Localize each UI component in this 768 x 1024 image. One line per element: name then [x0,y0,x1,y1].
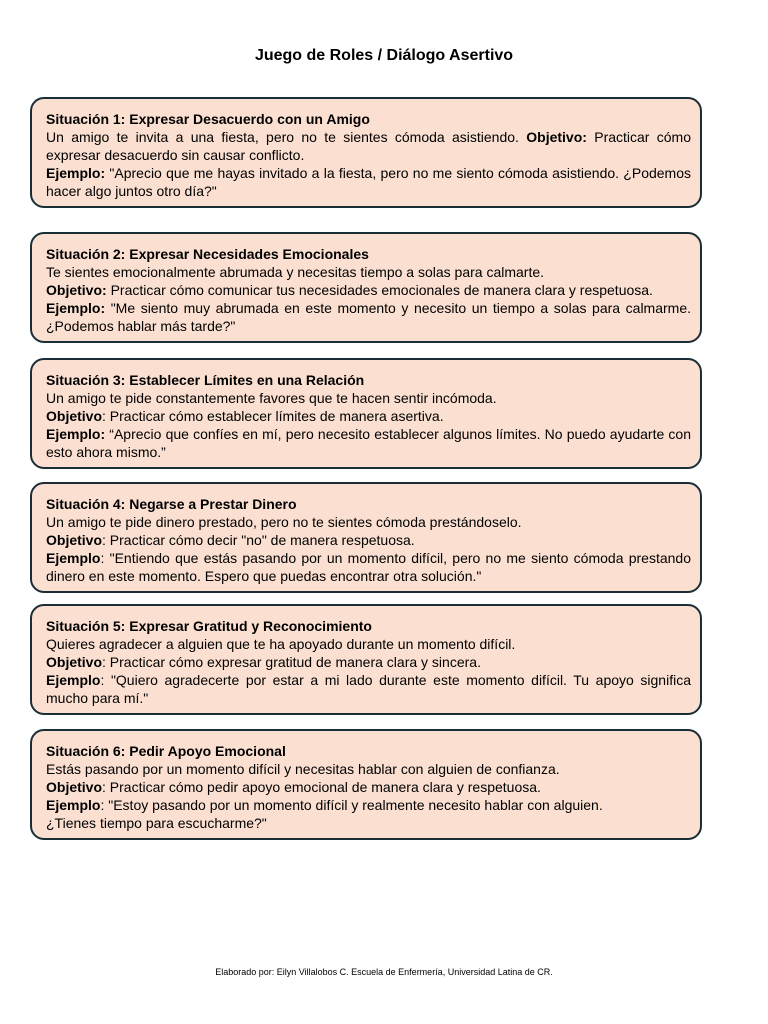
example-text: : "Quiero agradecerte por estar a mi lado durante este momento difícil. Tu apoyo significa mucho para mí." [46,672,691,706]
objective-text: : Practicar cómo establecer límites de manera asertiva. [102,408,444,424]
example-label: Ejemplo: [46,165,106,181]
example-text: "Me siento muy abrumada en este momento y necesito un tiempo a solas para calmarme. ¿Podemos hablar más tarde?" [46,300,691,334]
situation-heading: Situación 2: Expresar Necesidades Emocionales [46,246,369,262]
situation-card-1 [30,97,702,208]
example-label: Ejemplo [46,797,101,813]
situation-card-5 [30,604,702,715]
objective-label: Objetivo: [526,129,587,145]
objective-line [46,653,691,671]
example-text: "Aprecio que me hayas invitado a la fiesta, pero no me siento cómoda asistiendo. ¿Podemos hacer algo juntos otro día?" [46,165,691,199]
example-text: : "Estoy pasando por un momento difícil y realmente necesito hablar con alguien. [100,797,603,813]
situation-context: Un amigo te invita a una fiesta, pero no te sientes cómoda asistiendo. [46,129,519,145]
situation-context: Estás pasando por un momento difícil y necesitas hablar con alguien de confianza. [46,761,560,777]
objective-text: : Practicar cómo pedir apoyo emocional de manera clara y respetuosa. [102,779,541,795]
objective-text: Practicar cómo expresar desacuerdo sin causar conflicto. [46,129,692,163]
objective-text: : Practicar cómo expresar gratitud de manera clara y sincera. [102,654,481,670]
objective-line [46,281,691,299]
objective-line [46,778,691,796]
situation-card-2 [30,232,702,343]
situation-heading: Situación 6: Pedir Apoyo Emocional [46,743,286,759]
situation-card-6 [30,729,702,840]
example-label: Ejemplo [46,672,101,688]
example-line [46,164,691,200]
example-text: : "Entiendo que estás pasando por un momento difícil, pero no me siento cómoda prestando dinero en este momento. Espero que puedas encontrar otra solución." [46,550,691,584]
objective-label: Objetivo: [46,282,107,298]
objective-text: : Practicar cómo decir "no" de manera respetuosa. [102,532,415,548]
example-text-continued: ¿Tienes tiempo para escucharme?" [46,815,267,831]
situation-context: Un amigo te pide constantemente favores que te hacen sentir incómoda. [46,390,497,406]
footer-credit: Elaborado por: Eilyn Villalobos C. Escuela de Enfermería, Universidad Latina de CR. [215,967,553,977]
objective-label: Objetivo [46,779,103,795]
example-label: Ejemplo [46,550,101,566]
example-text: “Aprecio que confíes en mí, pero necesito establecer algunos límites. No puedo ayudarte con esto ahora mismo.” [46,426,692,460]
example-line [46,671,691,707]
situation-heading: Situación 5: Expresar Gratitud y Reconocimiento [46,618,372,634]
objective-text: Practicar cómo comunicar tus necesidades emocionales de manera clara y respetuosa. [110,282,653,298]
objective-label: Objetivo [46,532,103,548]
objective-label: Objetivo [46,654,103,670]
example-line [46,549,691,585]
example-label: Ejemplo: [46,300,106,316]
objective-line [46,407,691,425]
situation-context: Te sientes emocionalmente abrumada y necesitas tiempo a solas para calmarte. [46,264,545,280]
situation-heading: Situación 1: Expresar Desacuerdo con un Amigo [46,111,370,127]
objective-line [46,531,691,549]
situation-context: Quieres agradecer a alguien que te ha apoyado durante un momento difícil. [46,636,516,652]
objective-label: Objetivo [46,408,103,424]
situation-card-3 [30,358,702,469]
example-label: Ejemplo: [46,426,106,442]
example-line [46,299,691,335]
situation-card-4 [30,482,702,593]
example-line [46,425,691,461]
situation-context: Un amigo te pide dinero prestado, pero no te sientes cómoda prestándoselo. [46,514,522,530]
page-title: Juego de Roles / Diálogo Asertivo [254,47,514,64]
situation-heading: Situación 4: Negarse a Prestar Dinero [46,496,297,512]
situation-heading: Situación 3: Establecer Límites en una Relación [46,372,365,388]
situation-body [46,128,691,164]
example-line [46,796,691,814]
